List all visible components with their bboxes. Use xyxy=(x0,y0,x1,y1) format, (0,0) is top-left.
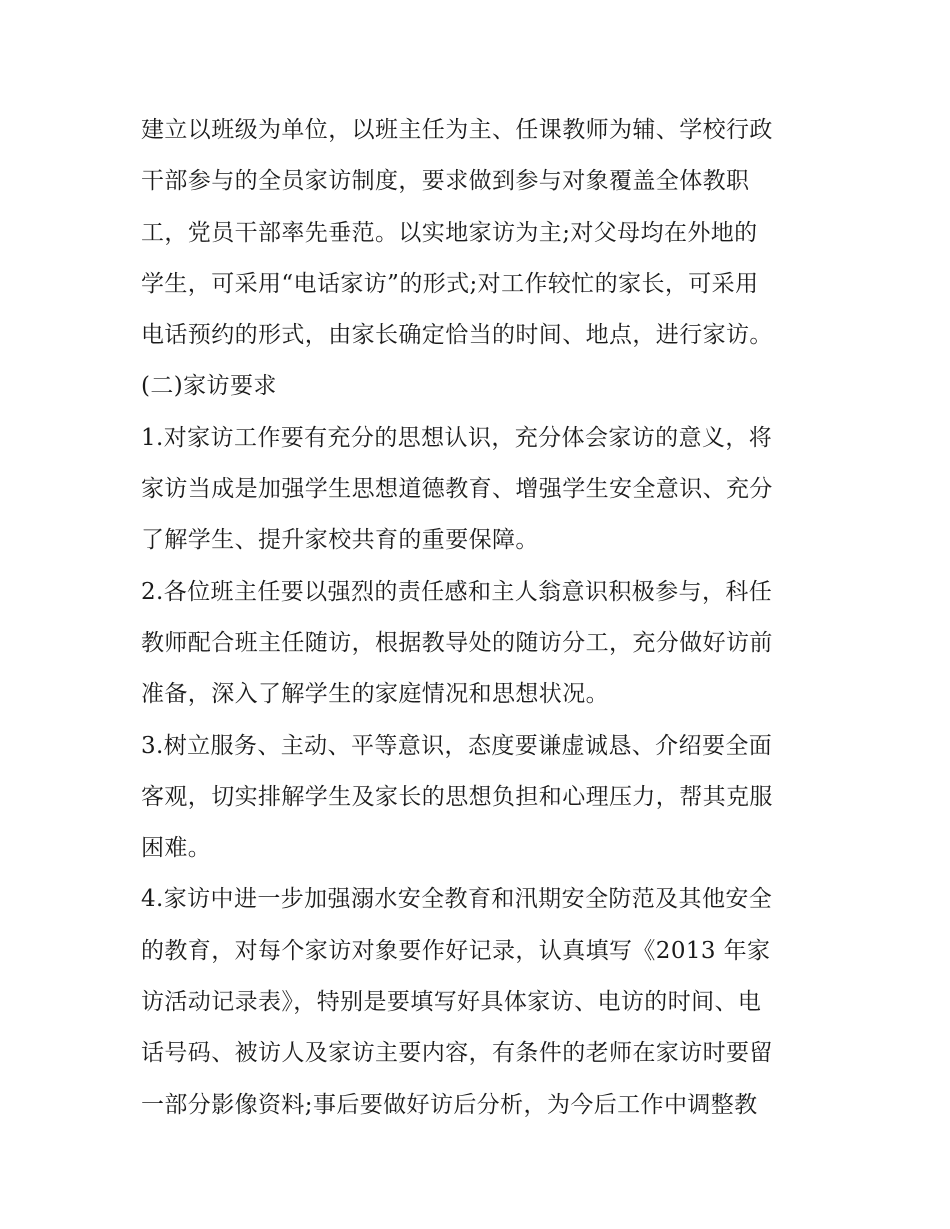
text-line: 学生，可采用“电话家访”的形式;对工作较忙的家长，可采用 xyxy=(141,270,759,297)
section-heading: (二)家访要求 xyxy=(141,373,277,400)
text-line: 建立以班级为单位，以班主任为主、任课教师为辅、学校行政 xyxy=(141,117,773,143)
text-line: 困难。 xyxy=(141,835,212,862)
text-line: 的教育，对每个家访对象要作好记录，认真填写《2013 年家 xyxy=(141,937,771,964)
text-line: 准备，深入了解学生的家庭情况和思想状况。 xyxy=(141,681,609,708)
text-line: 一部分影像资料;事后要做好访后分析，为今后工作中调整教 xyxy=(141,1091,758,1118)
text-line: 3.树立服务、主动、平等意识，态度要谦虚诚恳、介绍要全面 xyxy=(141,732,773,759)
text-line: 干部参与的全员家访制度，要求做到参与对象覆盖全体教职 xyxy=(141,168,750,195)
text-line: 家访当成是加强学生思想道德教育、增强学生安全意识、充分 xyxy=(141,476,773,503)
text-line: 1.对家访工作要有充分的思想认识，充分体会家访的意义，将 xyxy=(141,424,773,451)
text-line: 访活动记录表》，特别是要填写好具体家访、电访的时间、电 xyxy=(141,989,762,1016)
text-line: 客观，切实排解学生及家长的思想负担和心理压力，帮其克服 xyxy=(141,783,773,810)
text-line: 4.家访中进一步加强溺水安全教育和汛期安全防范及其他安全 xyxy=(141,886,773,913)
text-line: 教师配合班主任随访，根据教导处的随访分工，充分做好访前 xyxy=(141,629,773,656)
text-line: 了解学生、提升家校共育的重要保障。 xyxy=(141,527,539,554)
text-line: 工，党员干部率先垂范。以实地家访为主;对父母均在外地的 xyxy=(141,219,758,246)
text-line: 话号码、被访人及家访主要内容，有条件的老师在家访时要留 xyxy=(141,1040,773,1067)
text-line: 电话预约的形式，由家长确定恰当的时间、地点，进行家访。 xyxy=(141,322,773,349)
document-body xyxy=(141,105,813,1131)
text-line: 2.各位班主任要以强烈的责任感和主人翁意识积极参与，科任 xyxy=(141,578,773,605)
